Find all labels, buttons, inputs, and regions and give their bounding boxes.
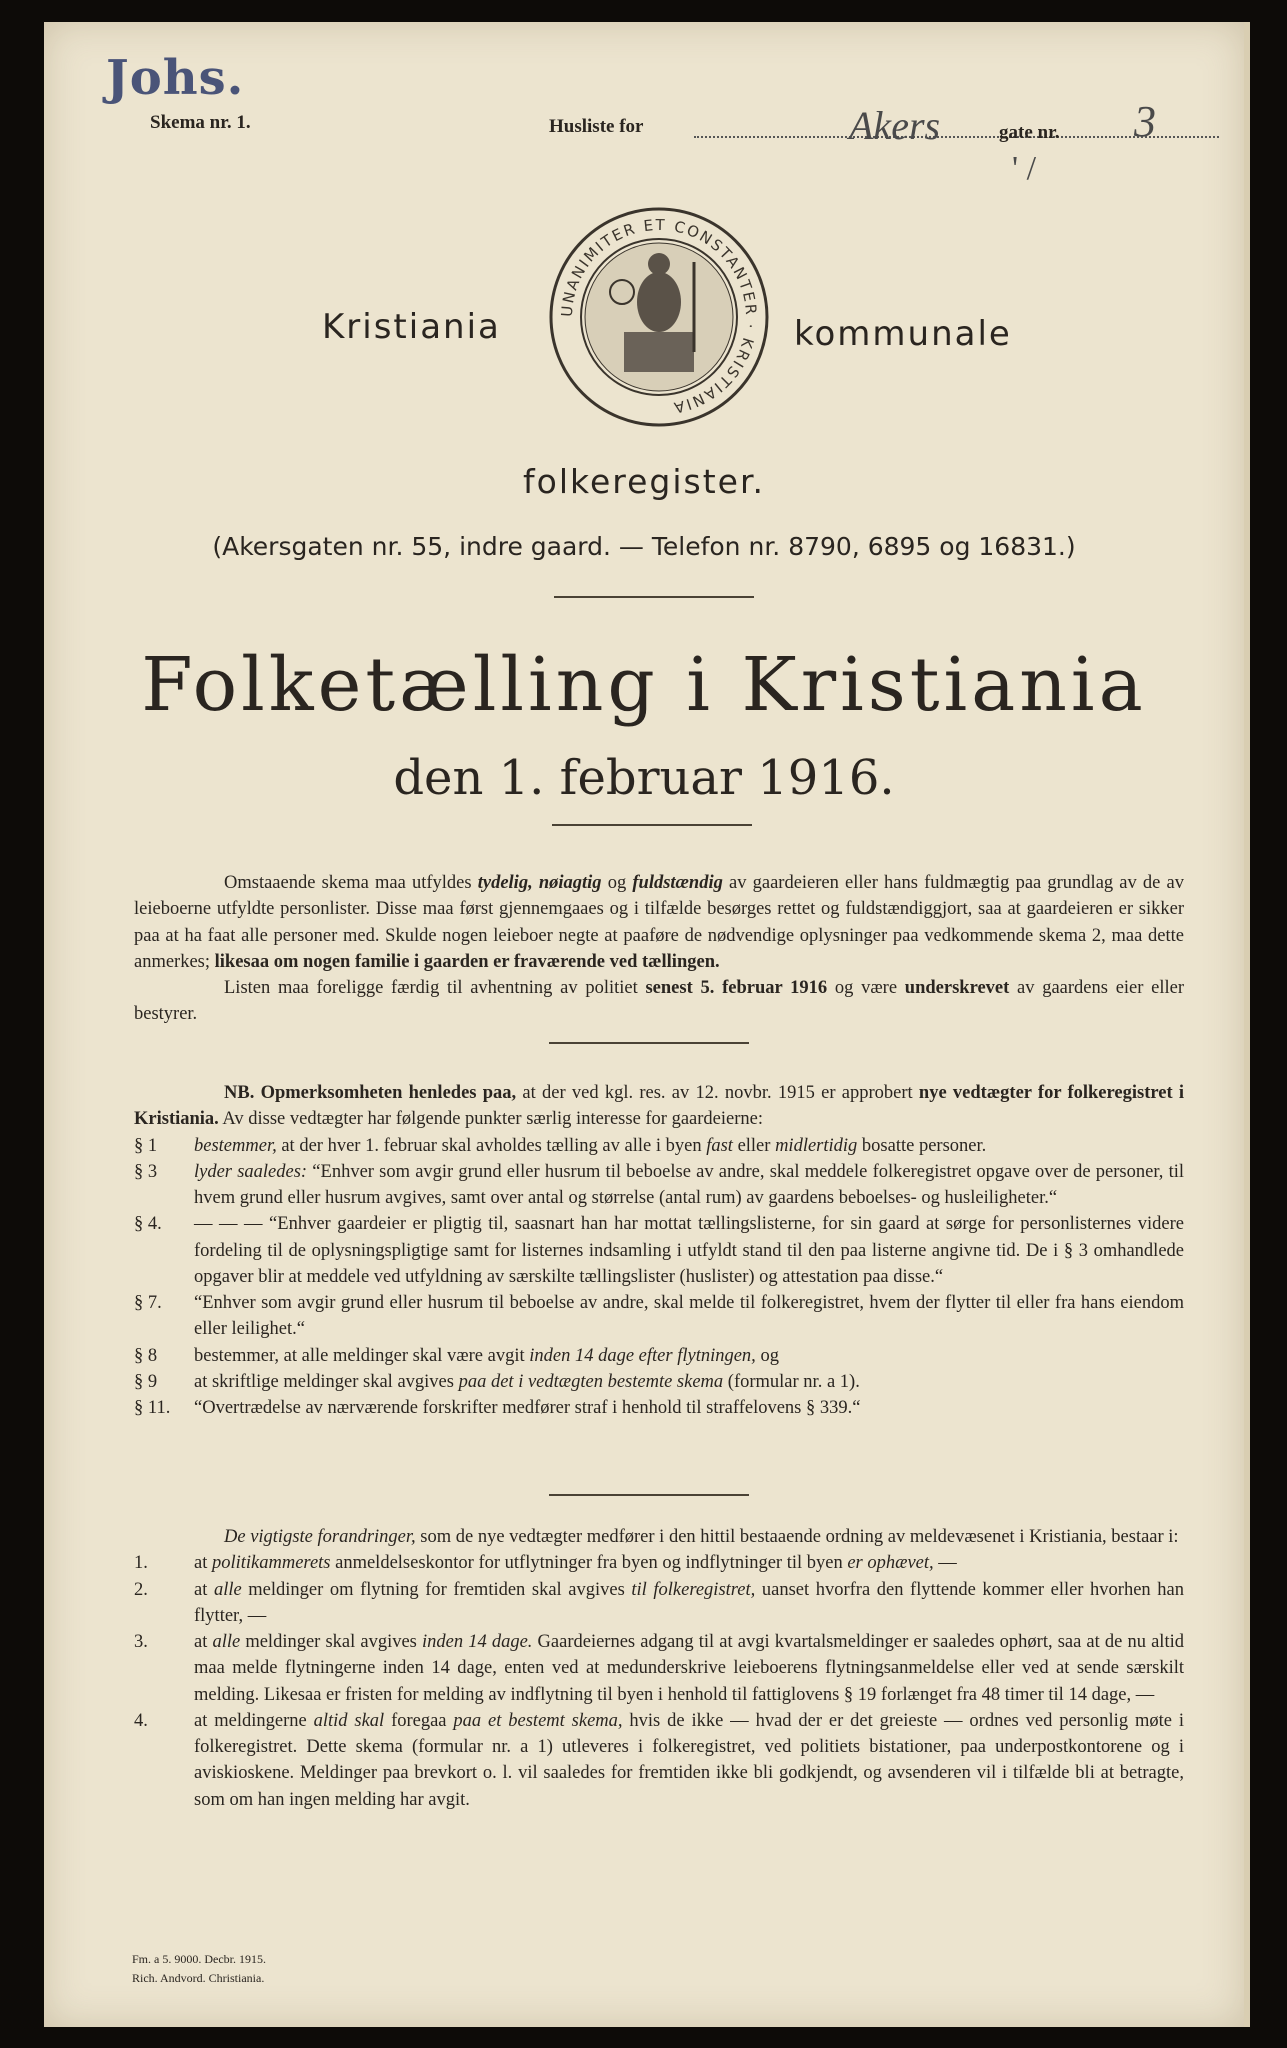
statute-row [134, 1369, 1184, 1395]
org-left-word: Kristiania [322, 307, 501, 347]
statute-label: § 8 [134, 1345, 158, 1366]
census-form-page [44, 22, 1250, 2027]
nb-paragraph: NB. Opmerksomheten henledes paa, at der ved kgl. res. av 12. novbr. 1915 er approbert nye vedtægter for folkeregistret i Kristiania. Av disse vedtægter har følgende punkter særlig interesse for gaardeierne: [134, 1083, 1184, 1130]
stamp-johs: Johs. [106, 50, 245, 106]
change-label: 2. [134, 1579, 148, 1600]
statute-part: “Enhver som avgir grund eller husrum til beboelse av andre, skal meddele folkeregistret opgave over de personer, til hvem grund eller husrum avgives, samt over antal og størrelse (antal rum) av gaardens beboelses- og husleiligheter.“ [194, 1161, 1184, 1209]
statute-label: § 9 [134, 1371, 158, 1392]
change-em: paa et bestemt skema, [453, 1710, 623, 1731]
changes-section [134, 1524, 1184, 1813]
change-item [134, 1577, 1184, 1630]
gate-nr-label: gate nr. [999, 122, 1060, 143]
statute-row [134, 1343, 1184, 1369]
statute-part: at skriftlige meldinger skal avgives [194, 1371, 459, 1392]
change-text [194, 1708, 1184, 1813]
statute-row [134, 1159, 1184, 1212]
change-em: til folkeregistret, [631, 1579, 756, 1600]
change-item [134, 1708, 1184, 1813]
husliste-label: Husliste for [549, 116, 644, 137]
statute-label: § 7. [134, 1293, 162, 1314]
statute-em: paa det i vedtægten bestemte skema [458, 1371, 724, 1392]
statute-em: bestemmer, [194, 1135, 277, 1156]
change-part: uanset hvorfra den flyttende kommer eller hvorhen han flytter, — [194, 1579, 1184, 1626]
divider [549, 1494, 749, 1496]
statute-part: og [755, 1345, 779, 1366]
change-em: alle [213, 1579, 242, 1600]
skema-number: Skema nr. 1. [150, 112, 251, 133]
statute-text [194, 1159, 1184, 1212]
statute-part: bosatte personer. [857, 1135, 987, 1156]
handwritten-mark: ' / [1012, 150, 1037, 187]
footer-line-2: Rich. Andvord. Christiania. [132, 1971, 265, 1986]
page-subtitle: den 1. februar 1916. [393, 750, 895, 806]
intro-paragraph-1: Omstaaende skema maa utfyldes tydelig, nøiagtig og fuldstændig av gaardeieren eller hans fuldmægtig paa grundlag av de av leieboerne utfyldte personlister. Disse maa først gjennemgaaes og i tilfælde besørges rettet og fuldstændiggjort, saa at gaardeieren er sikker paa at ha faat alle personer med. Skulde nogen leieboer negte at paaføre de nødvendige oplysninger paa vedkommende skema 2, maa dette anmerkes; likesaa om nogen familie i gaarden er fraværende ved tællingen. [134, 873, 1184, 972]
city-seal-icon [544, 202, 774, 432]
statute-label: § 4. [134, 1214, 162, 1235]
statute-part: bestemmer, at alle meldinger skal være avgit [194, 1345, 530, 1366]
divider [552, 824, 752, 826]
change-part: at [194, 1579, 214, 1600]
change-part: at [194, 1553, 212, 1574]
statute-part: “Enhver som avgir grund eller husrum til beboelse av andre, skal melde til folkeregistret, hvem der flytter til eller fra hans eiendom eller leilighet.“ [194, 1293, 1184, 1340]
change-text [194, 1550, 1184, 1576]
intro-section [134, 870, 1184, 1028]
statute-text [194, 1343, 1184, 1369]
divider [549, 1042, 749, 1044]
footer-line-1: Fm. a 5. 9000. Decbr. 1915. [132, 1952, 266, 1966]
change-part: foregaa [384, 1710, 454, 1731]
statute-row [134, 1395, 1184, 1421]
changes-list [134, 1550, 1184, 1813]
change-part: Gaardeiernes adgang til at avgi kvartalsmeldinger er saaledes ophørt, saa at de nu altid maa melde flytningerne inden 14 dage, enten ved at medunderskrive leieboerens flytningsanmeldelse eller ved at sende særskilt melding. Likesaa er fristen for melding av indflytning til byen i henhold til fattiglovens § 19 forlænget fra 48 timer til 14 dage, — [194, 1632, 1184, 1705]
changes-intro: De vigtigste forandringer, som de nye vedtægter medfører i den hittil bestaaende ordning av meldevæsenet i Kristiania, bestaar i: [224, 1527, 1179, 1547]
change-part: — [933, 1553, 957, 1574]
statute-em: inden 14 dage efter flytningen, [529, 1345, 756, 1366]
statute-label: § 3 [134, 1161, 158, 1182]
org-address: (Akersgaten nr. 55, indre gaard. — Telefon nr. 8790, 6895 og 16831.) [212, 532, 1076, 561]
change-label: 1. [134, 1553, 148, 1574]
change-text [194, 1629, 1184, 1708]
page-title: Folketælling i Kristiania [141, 642, 1147, 728]
change-part: meldinger om flytning for fremtiden skal avgives [241, 1579, 632, 1600]
change-em: altid skal [313, 1710, 385, 1731]
statute-part: (formular nr. a 1). [723, 1371, 860, 1392]
change-em: politikammerets [211, 1553, 331, 1574]
change-em: er ophævet, [847, 1553, 934, 1574]
statute-em: lyder saaledes: [194, 1161, 308, 1182]
statute-text [194, 1369, 1184, 1395]
change-text [194, 1577, 1184, 1630]
statute-em: midlertidig [775, 1135, 858, 1156]
change-part: hvis de ikke — hvad der er det greieste — ordnes ved personlig møte i folkeregistret. Dette skema (formular nr. a 1) utleveres i folkeregistret, ved politiets bistationer, paa underpostkontorene og i aviskioskene. Meldinger paa brevkort o. l. vil saaledes for fremtiden ikke bli godkjendt, og avsenderen vil i tilfælde bli at betragte, som om han ingen melding har avgit. [194, 1710, 1184, 1810]
statute-row [134, 1211, 1184, 1290]
print-footer [132, 1950, 266, 1988]
statute-row [134, 1290, 1184, 1343]
change-em: inden 14 dage. [422, 1632, 533, 1653]
change-part: anmeldelseskontor for utflytninger fra byen og indflytninger til byen [330, 1553, 848, 1574]
statute-sections [134, 1133, 1184, 1422]
change-part: at [194, 1632, 213, 1653]
change-item [134, 1629, 1184, 1708]
statute-label: § 11. [134, 1398, 171, 1419]
statute-part: — — — “Enhver gaardeier er pligtig til, saasnart han har mottat tællingslisterne, for sin gaard at sørge for personlisternes videre fordeling til de oplysningspligtige samt for listernes indsamling i utfyldt stand til den paa listerne angivne tid. De i § 3 omhandlede opgaver blir at meddele ved utfyldning av særskilte tællingslister (huslister) og attestation paa disse.“ [194, 1214, 1184, 1287]
intro-paragraph-2: Listen maa foreligge færdig til avhentning av politiet senest 5. februar 1916 og være underskrevet av gaardens eier eller bestyrer. [134, 978, 1185, 1025]
statute-em: fast [706, 1135, 733, 1156]
statute-text [194, 1290, 1184, 1343]
change-em: alle [212, 1632, 241, 1653]
nb-section [134, 1080, 1184, 1421]
statute-text [194, 1211, 1184, 1290]
handwritten-gate-number: 3 [1134, 97, 1156, 146]
change-part: meldinger skal avgives [240, 1632, 422, 1653]
org-right-word: kommunale [794, 314, 1012, 354]
statute-label: § 1 [134, 1135, 158, 1156]
change-label: 3. [134, 1632, 148, 1653]
svg-text:UNANIMITER ET CONSTANTER · KRI: UNANIMITER ET CONSTANTER · KRISTIANIA [557, 215, 761, 418]
org-subtitle: folkeregister. [523, 462, 765, 501]
statute-text [194, 1395, 1184, 1421]
statute-row [134, 1133, 1184, 1159]
divider [554, 596, 754, 598]
statute-part: at der hver 1. februar skal avholdes tælling av alle i byen [276, 1135, 707, 1156]
statute-part: eller [732, 1135, 776, 1156]
change-item [134, 1550, 1184, 1576]
change-part: at meldingerne [194, 1710, 314, 1731]
change-label: 4. [134, 1710, 148, 1731]
statute-part: “Overtrædelse av nærværende forskrifter medfører straf i henhold til straffelovens § 339.“ [194, 1398, 861, 1419]
statute-text [194, 1133, 1184, 1159]
handwritten-street-name: Akers [849, 103, 941, 148]
